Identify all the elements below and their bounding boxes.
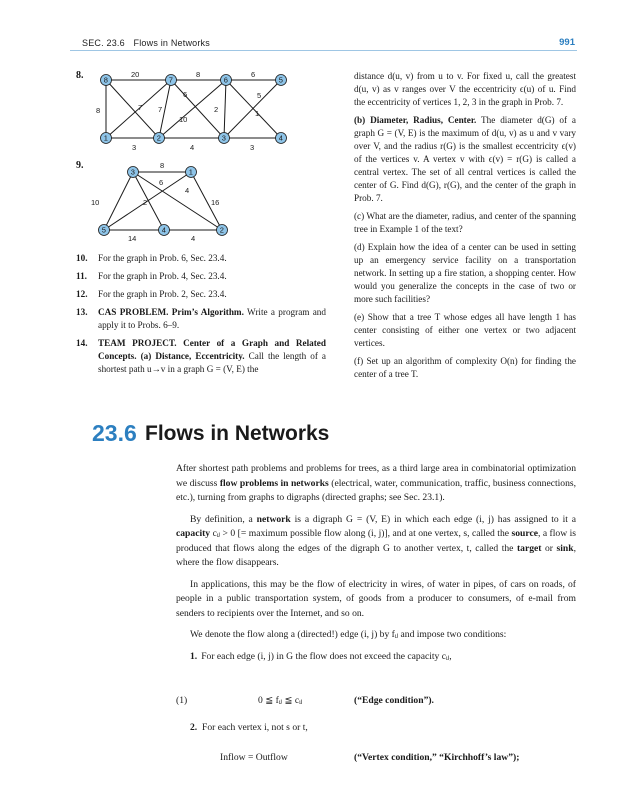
g8-weight: 7 [158,105,163,114]
problem-text: For the graph in Prob. 4, Sec. 23.4. [98,271,227,281]
problem-text: Call the length of a shortest path u→v in a graph G = (V, E) the [98,351,326,374]
problem-text: Write a program and apply it to Probs. 6–9. [98,307,326,330]
g8-weight: 3 [132,143,137,152]
equation-label: (“Vertex condition,” “Kirchhoff’s law”); [354,752,520,763]
figure-9-label: 9. [76,160,84,171]
g8-weight: 8 [196,70,201,79]
problem-item [76,306,326,332]
svg-text:6: 6 [223,75,228,85]
part-a-continued: distance d(u, v) from u to v. For fixed u, call the greatest d(u, v) as v ranges over V the eccentricity ϵ(u) of u. Find the eccentricity of vertices 1, 2, 3 in the graph in Prob. 7. [354,71,576,107]
g9-weight: 10 [91,198,100,207]
header-rule [70,50,577,51]
condition-text: For each vertex i, not s or t, [202,722,308,733]
part-e: (e) Show that a tree T whose edges all have length 1 has center consisting of either one vertex or two adjacent vertices. [354,312,576,348]
g9-weight: 14 [128,234,137,243]
g9-node [99,225,110,236]
g9-node [159,225,170,236]
svg-text:3: 3 [221,133,226,143]
header-section-number: SEC. 23.6 [82,38,125,48]
svg-text:4: 4 [278,133,283,143]
problem-number: 11. [76,271,87,281]
section-body [176,462,576,673]
part-d: (d) Explain how the idea of a center can be used in setting up an emergency service facility on a transportation network. In setting up a fire station, a shopping center. How would you generalize the concepts in the case of two or more such facilities? [354,242,576,304]
svg-text:1: 1 [103,133,108,143]
svg-text:4: 4 [161,225,166,235]
body-paragraph: In applications, this may be the flow of electricity in wires, of water in pipes, of cars on roads, of people in a public transportation system, of goods from a producer to consumers, of e-mail from senders to recipients over the Internet, and so on. [176,578,576,619]
part-b-text: The diameter d(G) of a graph G = (V, E) is the maximum of d(u, v) as u and v vary over V, and the radius r(G) is the smallest eccentricity ϵ(v) of the vertices v. A vertex v with ϵ(v) = r(G) is called a central vertex. The set of all central vertices is called the center of G. Find d(G), r(G), and the center of the graph in Prob. 7. [354,115,576,203]
problem-list [76,252,326,381]
page-number: 991 [559,37,575,48]
g8-weight: 4 [190,143,195,152]
g9-weight: 16 [211,198,220,207]
svg-text:1: 1 [188,167,193,177]
g9-weight: 6 [159,178,164,187]
problem-item [76,252,326,265]
term-network: network [256,513,291,525]
term-flow-problems: flow problems in networks [219,477,329,489]
problem-title: TEAM PROJECT. Center of a Graph and Related Concepts. (a) Distance, Eccentricity. [98,338,326,361]
header-section-title: Flows in Networks [133,38,210,48]
equation-number: (1) [176,695,188,706]
g8-node [276,133,287,144]
g8-edge [224,80,226,138]
g8-weight: 8 [96,106,101,115]
problem-text: For the graph in Prob. 6, Sec. 23.4. [98,253,227,263]
condition-number: 2. [190,722,198,733]
body-paragraph: After shortest path problems and problems for trees, as a third large area in combinatorial optimization we discuss flow problems in networks (electrical, water, communication, traffic, business connections, etc.), turning from graphs to digraphs (directed graphs; see Sec. 23.1). [176,463,577,503]
figure-problem-9 [76,160,306,245]
svg-text:5: 5 [278,75,283,85]
equation-expression: 0 ≦ fᵢⱼ ≦ cᵢⱼ [258,695,303,706]
section-title: Flows in Networks [145,422,330,445]
g9-node [186,167,197,178]
problem-number: 12. [76,289,88,299]
g8-node [221,75,232,86]
g8-weight: 10 [179,115,188,124]
g8-weight: 3 [250,143,255,152]
part-c: (c) What are the diameter, radius, and center of the spanning tree in Example 1 of the text? [354,211,576,234]
problem-item [76,337,326,376]
g8-weight: 20 [131,70,140,79]
g9-weight: 2 [143,198,148,207]
g8-weight: 7 [138,103,143,112]
g8-weight: 6 [251,70,256,79]
g8-weight: 2 [214,105,219,114]
svg-text:3: 3 [130,167,135,177]
term-target: target [516,542,542,554]
part-b-title: (b) Diameter, Radius, Center. [354,115,477,125]
g8-node [101,133,112,144]
g8-weight: 5 [257,91,262,100]
svg-text:2: 2 [156,133,161,143]
problem-text: For the graph in Prob. 2, Sec. 23.4. [98,289,227,299]
header-section [82,38,210,48]
problem-title: CAS PROBLEM. Prim’s Algorithm. [98,307,244,317]
g9-weight: 8 [160,161,165,170]
g9-node [128,167,139,178]
term-capacity: capacity [176,528,211,539]
svg-text:8: 8 [103,75,108,85]
problem-item [76,270,326,283]
part-b [354,114,576,205]
g9-edge [104,172,133,230]
g9-node [217,225,228,236]
svg-text:2: 2 [219,225,224,235]
problem-number: 10. [76,253,88,263]
section-number: 23.6 [92,420,137,446]
body-paragraph: By definition, a network is a digraph G = (V, E) in which each edge (i, j) has assigned to it a capacity cᵢⱼ > 0 [= maximum possible flow along (i, j)], and at one vertex, s, called the source, a flow is produced that flows along the edges of the digraph G to another vertex, t, called the target or sink, where the flow disappears. [176,513,577,568]
team-project-continued [354,70,576,386]
g9-weight: 4 [191,234,196,243]
graph-9-svg [76,160,306,245]
g8-node [219,133,230,144]
equation-label: (“Edge condition”). [354,695,434,706]
svg-text:5: 5 [101,225,106,235]
g8-node [154,133,165,144]
graph-8-svg [76,70,306,160]
figure-problem-8 [76,70,306,160]
term-source: source [511,528,538,539]
g8-edge [106,80,159,138]
body-paragraph: We denote the flow along a (directed!) edge (i, j) by fᵢⱼ and impose two conditions: [190,629,507,640]
g8-node [166,75,177,86]
figure-8-label: 8. [76,70,84,81]
g8-node [276,75,287,86]
problem-item [76,288,326,301]
problem-number: 14. [76,338,88,348]
g8-weight: 6 [183,90,188,99]
g8-node [101,75,112,86]
problem-number: 13. [76,307,88,317]
equation-expression: Inflow = Outflow [220,752,288,763]
condition-1: 1. For each edge (i, j) in G the flow does not exceed the capacity cᵢⱼ, [190,650,452,662]
g9-weight: 4 [185,186,190,195]
g8-weight: 1 [255,109,260,118]
svg-text:7: 7 [168,75,173,85]
running-header [0,0,639,60]
term-sink: sink [556,542,574,554]
part-f: (f) Set up an algorithm of complexity O(n) for finding the center of a tree T. [354,356,576,379]
